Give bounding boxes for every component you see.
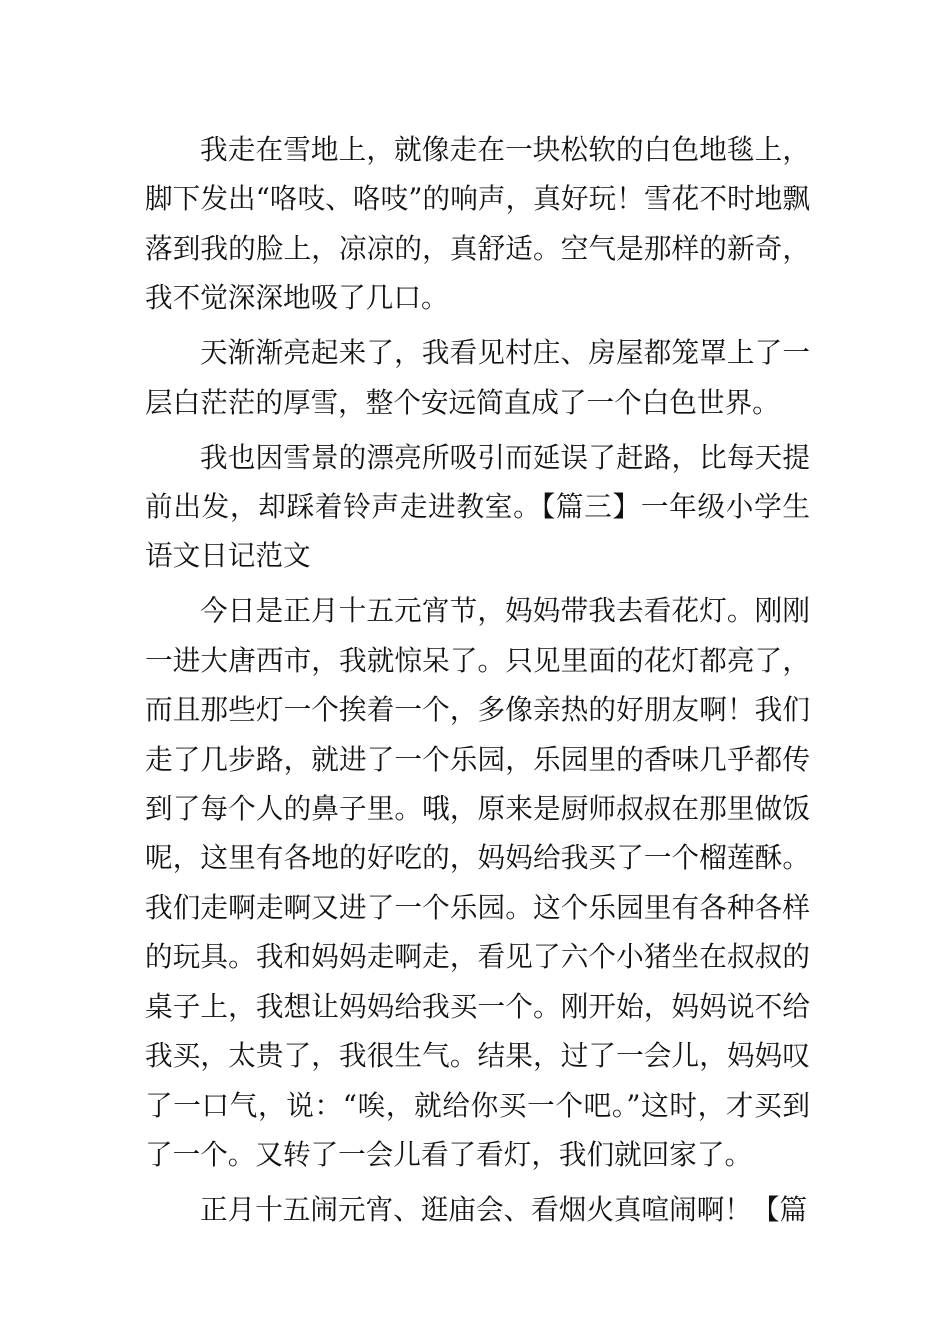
paragraph-late-to-class: 我也因雪景的漂亮所吸引而延误了赶路，比每天提前出发，却踩着铃声走进教室。【篇三】一年级小学生语文日记范文 [145,440,810,573]
paragraph-white-world: 天渐渐亮起来了，我看见村庄、房屋都笼罩上了一层白茫茫的厚雪，整个安远简直成了一个白色世界。 [145,336,810,419]
paragraph-snow-walk: 我走在雪地上，就像走在一块松软的白色地毯上，脚下发出“咯吱、咯吱”的响声，真好玩！雪花不时地飘落到我的脸上，凉凉的，真舒适。空气是那样的新奇，我不觉深深地吸了几口。 [145,133,810,315]
paragraph-festival-closing: 正月十五闹元宵、逛庙会、看烟火真喧闹啊！【篇 [200,1192,808,1226]
document-body [145,125,810,1234]
paragraph-lantern-festival: 今日是正月十五元宵节，妈妈带我去看花灯。刚刚一进大唐西市，我就惊呆了。只见里面的花灯都亮了，而且那些灯一个挨着一个，多像亲热的好朋友啊！我们走了几步路，就进了一个乐园，乐园里的香味几乎都传到了每个人的鼻子里。哦，原来是厨师叔叔在那里做饭呢，这里有各地的好吃的，妈妈给我买了一个榴莲酥。我们走啊走啊又进了一个乐园。这个乐园里有各种各样的玩具。我和妈妈走啊走，看见了六个小猪坐在叔叔的桌子上，我想让妈妈给我买一个。刚开始，妈妈说不给我买，太贵了，我很生气。结果，过了一会儿，妈妈叹了一口气，说：“唉，就给你买一个吧。”这时，才买到了一个。又转了一会儿看了看灯，我们就回家了。 [145,594,810,1171]
